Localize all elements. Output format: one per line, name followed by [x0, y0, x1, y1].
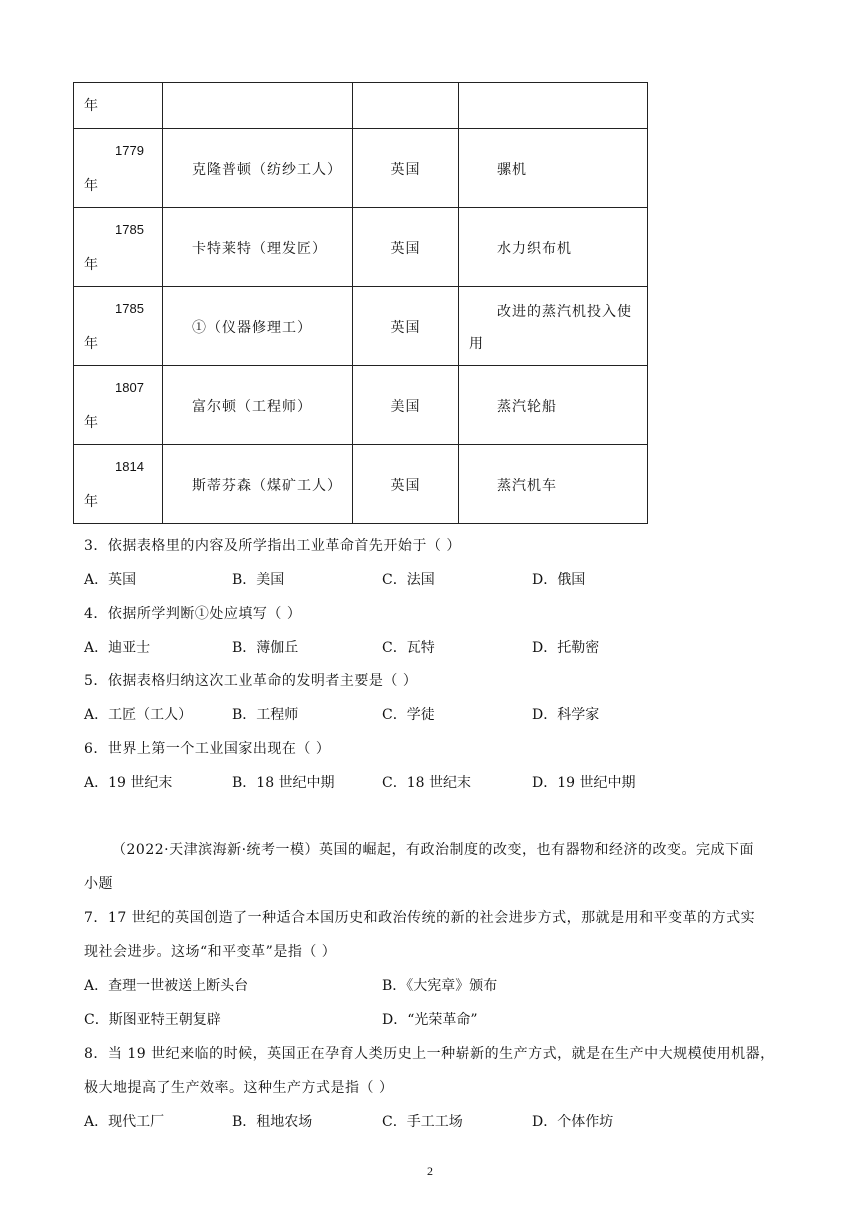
invention-name: 骡机 [497, 162, 527, 178]
page-number: 2 [427, 1164, 433, 1178]
table-cell-invention [459, 287, 648, 366]
question-7-stem: 7．17 世纪的英国创造了一种适合本国历史和政治传统的新的社会进步方式，那就是用和平变革的方式实 [84, 910, 756, 926]
table-row [74, 287, 648, 366]
table-cell-country [353, 83, 459, 129]
question-6-options [84, 772, 784, 794]
option-b: B．租地农场 [232, 1114, 313, 1130]
option-b: B．工程师 [232, 707, 299, 723]
question-7-stem-cont: 现社会进步。这场“和平变革”是指（ ） [84, 944, 337, 960]
question-8-stem-cont: 极大地提高了生产效率。这种生产方式是指（ ） [84, 1080, 394, 1096]
question-4-options [84, 637, 784, 659]
table-cell-year [74, 366, 163, 445]
table-cell-year [74, 287, 163, 366]
option-a: A．现代工厂 [84, 1114, 165, 1130]
invention-name: 蒸汽轮船 [497, 399, 557, 415]
invention-name: 蒸汽机车 [497, 478, 557, 494]
option-c: C．斯图亚特王朝复辟 [84, 1012, 221, 1028]
year-suffix: 年 [84, 415, 98, 431]
inventions-table [73, 82, 648, 524]
option-a: A．迪亚士 [84, 640, 151, 656]
option-c: C．18 世纪末 [382, 775, 471, 791]
question-5-stem: 5．依据表格归纳这次工业革命的发明者主要是（ ） [84, 673, 418, 689]
table-row [74, 445, 648, 524]
table-cell-invention [459, 366, 648, 445]
section-intro: （2022·天津滨海新·统考一模）英国的崛起，有政治制度的改变，也有器物和经济的改变。完成下面 [112, 842, 755, 858]
table-cell-country [353, 366, 459, 445]
option-c: C．法国 [382, 572, 435, 588]
option-d: D．科学家 [532, 707, 600, 723]
year-value: 1779 [115, 143, 144, 158]
question-7-options-row2 [84, 1009, 784, 1031]
table-cell-inventor [163, 83, 353, 129]
year-suffix: 年 [84, 336, 98, 352]
question-4-stem: 4．依据所学判断①处应填写（ ） [84, 606, 302, 622]
year-value: 1785 [115, 222, 144, 237]
table-cell-year [74, 83, 163, 129]
inventor-name: 富尔顿（工程师） [192, 399, 312, 415]
option-a: A．英国 [84, 572, 137, 588]
table-row [74, 366, 648, 445]
option-c: C．瓦特 [382, 640, 435, 656]
table-row [74, 208, 648, 287]
table-cell-country [353, 208, 459, 287]
option-d: D．俄国 [532, 572, 586, 588]
inventor-name: 卡特莱特（理发匠） [192, 241, 327, 257]
option-a: A．工匠（工人） [84, 707, 193, 723]
option-b: B．18 世纪中期 [232, 775, 335, 791]
table-cell-country [353, 445, 459, 524]
section-intro-cont: 小题 [84, 876, 113, 892]
table-cell-inventor [163, 287, 353, 366]
question-3-stem: 3．依据表格里的内容及所学指出工业革命首先开始于（ ） [84, 538, 461, 554]
option-d: D．“光荣革命” [382, 1012, 478, 1028]
year-suffix: 年 [84, 98, 98, 114]
table-cell-year [74, 208, 163, 287]
table-cell-inventor [163, 366, 353, 445]
country-name: 英国 [390, 241, 421, 257]
question-8-options [84, 1111, 784, 1133]
question-7-options-row1 [84, 975, 784, 997]
invention-name: 改进的蒸汽机投入使 [497, 304, 632, 320]
country-name: 英国 [390, 320, 421, 336]
year-value: 1807 [115, 380, 144, 395]
table-cell-year [74, 129, 163, 208]
question-6-stem: 6．世界上第一个工业国家出现在（ ） [84, 741, 331, 757]
country-name: 美国 [390, 399, 421, 415]
option-b: B．薄伽丘 [232, 640, 299, 656]
option-b: B．美国 [232, 572, 285, 588]
year-value: 1814 [115, 459, 144, 474]
invention-name: 水力织布机 [497, 241, 572, 257]
table-cell-invention [459, 83, 648, 129]
country-name: 英国 [390, 162, 421, 178]
question-8-stem: 8．当 19 世纪来临的时候，英国正在孕育人类历史上一种崭新的生产方式，就是在生产中大规模使用机器， [84, 1046, 775, 1062]
option-c: C．学徒 [382, 707, 435, 723]
option-a: A．19 世纪末 [84, 775, 173, 791]
table-cell-year [74, 445, 163, 524]
table-cell-invention [459, 129, 648, 208]
question-3-options [84, 569, 784, 591]
year-suffix: 年 [84, 494, 98, 510]
option-c: C．手工工场 [382, 1114, 463, 1130]
option-d: D．个体作坊 [532, 1114, 614, 1130]
table-cell-inventor [163, 208, 353, 287]
table-row [74, 129, 648, 208]
table-cell-country [353, 129, 459, 208]
table-row [74, 83, 648, 129]
option-b: B．《大宪章》颁布 [382, 978, 498, 994]
table-cell-inventor [163, 129, 353, 208]
country-name: 英国 [390, 478, 421, 494]
option-d: D．19 世纪中期 [532, 775, 636, 791]
year-suffix: 年 [84, 257, 98, 273]
inventor-name: 克隆普顿（纺纱工人） [192, 162, 342, 178]
year-value: 1785 [115, 301, 144, 316]
option-d: D．托勒密 [532, 640, 600, 656]
year-suffix: 年 [84, 178, 98, 194]
invention-name-wrap: 用 [469, 336, 483, 352]
inventor-name: ①（仪器修理工） [192, 320, 312, 336]
table-cell-invention [459, 445, 648, 524]
inventor-name: 斯蒂芬森（煤矿工人） [192, 478, 342, 494]
question-5-options [84, 704, 784, 726]
table-cell-inventor [163, 445, 353, 524]
option-a: A．查理一世被送上断头台 [84, 978, 249, 994]
table-cell-country [353, 287, 459, 366]
table-cell-invention [459, 208, 648, 287]
